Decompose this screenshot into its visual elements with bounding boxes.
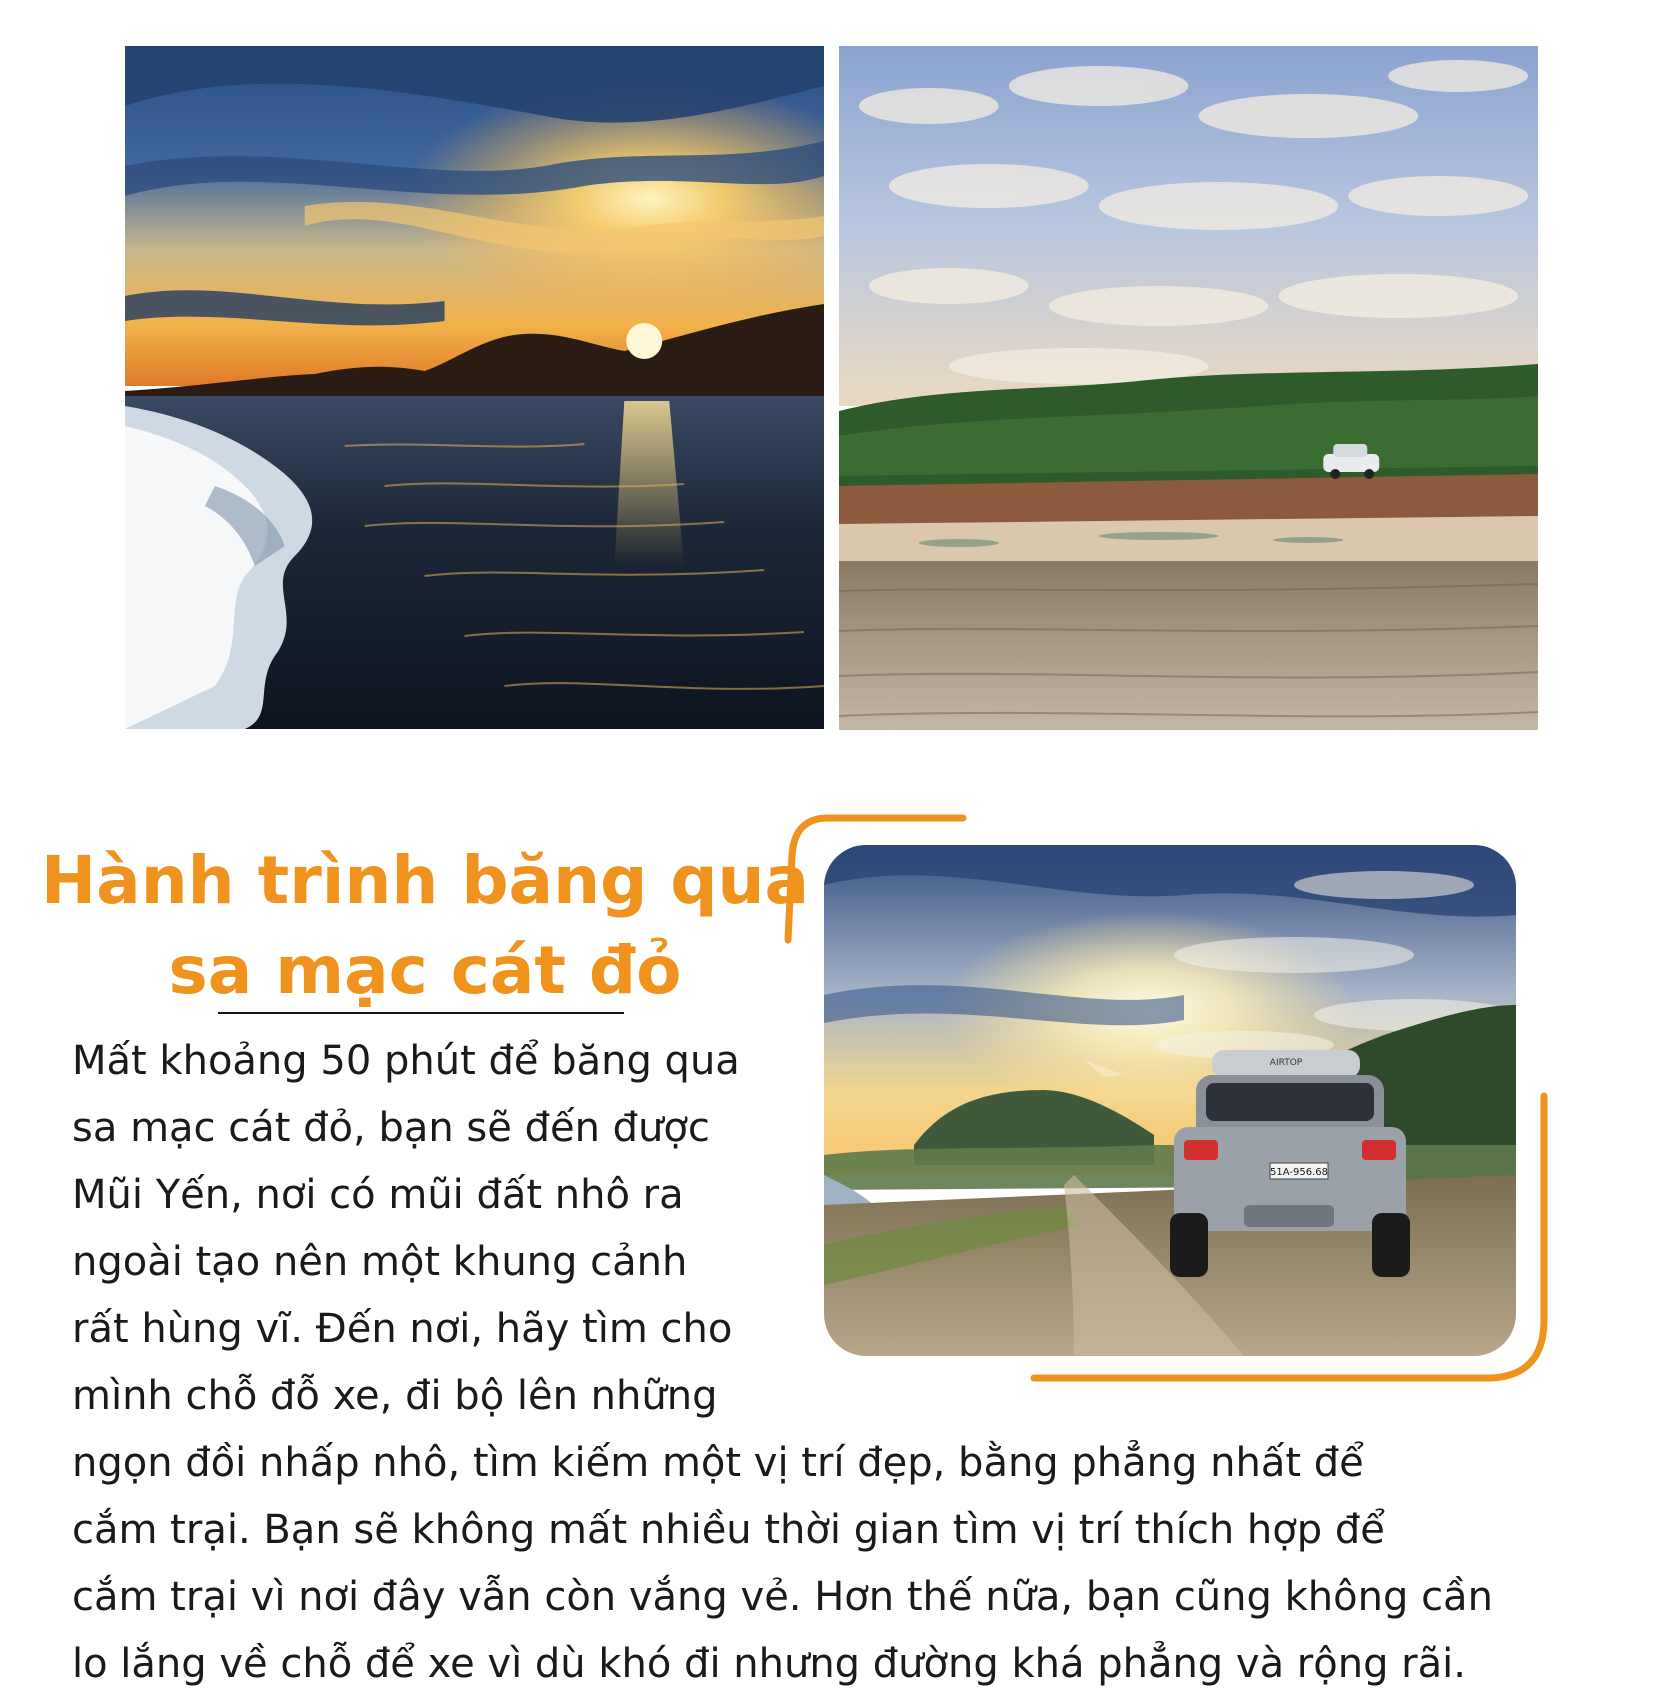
body-line: ngọn đồi nhấp nhô, tìm kiếm một vị trí đẹp, bằng phẳng nhất để xyxy=(72,1440,1364,1486)
sunset-sea-photo xyxy=(125,46,824,729)
article-title xyxy=(40,836,810,1016)
title-underline xyxy=(218,1012,624,1014)
body-line: ngoài tạo nên một khung cảnh xyxy=(72,1239,688,1285)
beach-hill-photo xyxy=(839,46,1538,730)
article-title-line-1: Hành trình băng qua xyxy=(40,842,810,919)
body-line: cắm trại vì nơi đây vẫn còn vắng vẻ. Hơn thế nữa, bạn cũng không cần xyxy=(72,1574,1493,1620)
body-line: mình chỗ đỗ xe, đi bộ lên những xyxy=(72,1373,718,1419)
body-line: lo lắng về chỗ để xe vì dù khó đi nhưng đường khá phẳng và rộng rãi. xyxy=(72,1641,1466,1687)
roof-box-label: AIRTOP xyxy=(1269,1058,1303,1068)
body-line: rất hùng vĩ. Đến nơi, hãy tìm cho xyxy=(72,1306,733,1352)
car-license-plate: 51A-956.68 xyxy=(1270,1167,1328,1178)
article-body-wide xyxy=(72,1430,1572,1698)
article-title-line-2: sa mạc cát đỏ xyxy=(168,932,682,1009)
body-line: Mũi Yến, nơi có mũi đất nhô ra xyxy=(72,1172,684,1218)
car-road-photo xyxy=(824,845,1516,1356)
body-line: sa mạc cát đỏ, bạn sẽ đến được xyxy=(72,1105,710,1151)
body-line: cắm trại. Bạn sẽ không mất nhiều thời gian tìm vị trí thích hợp để xyxy=(72,1507,1385,1553)
article-body-narrow xyxy=(72,1028,814,1430)
body-line: Mất khoảng 50 phút để băng qua xyxy=(72,1038,740,1084)
